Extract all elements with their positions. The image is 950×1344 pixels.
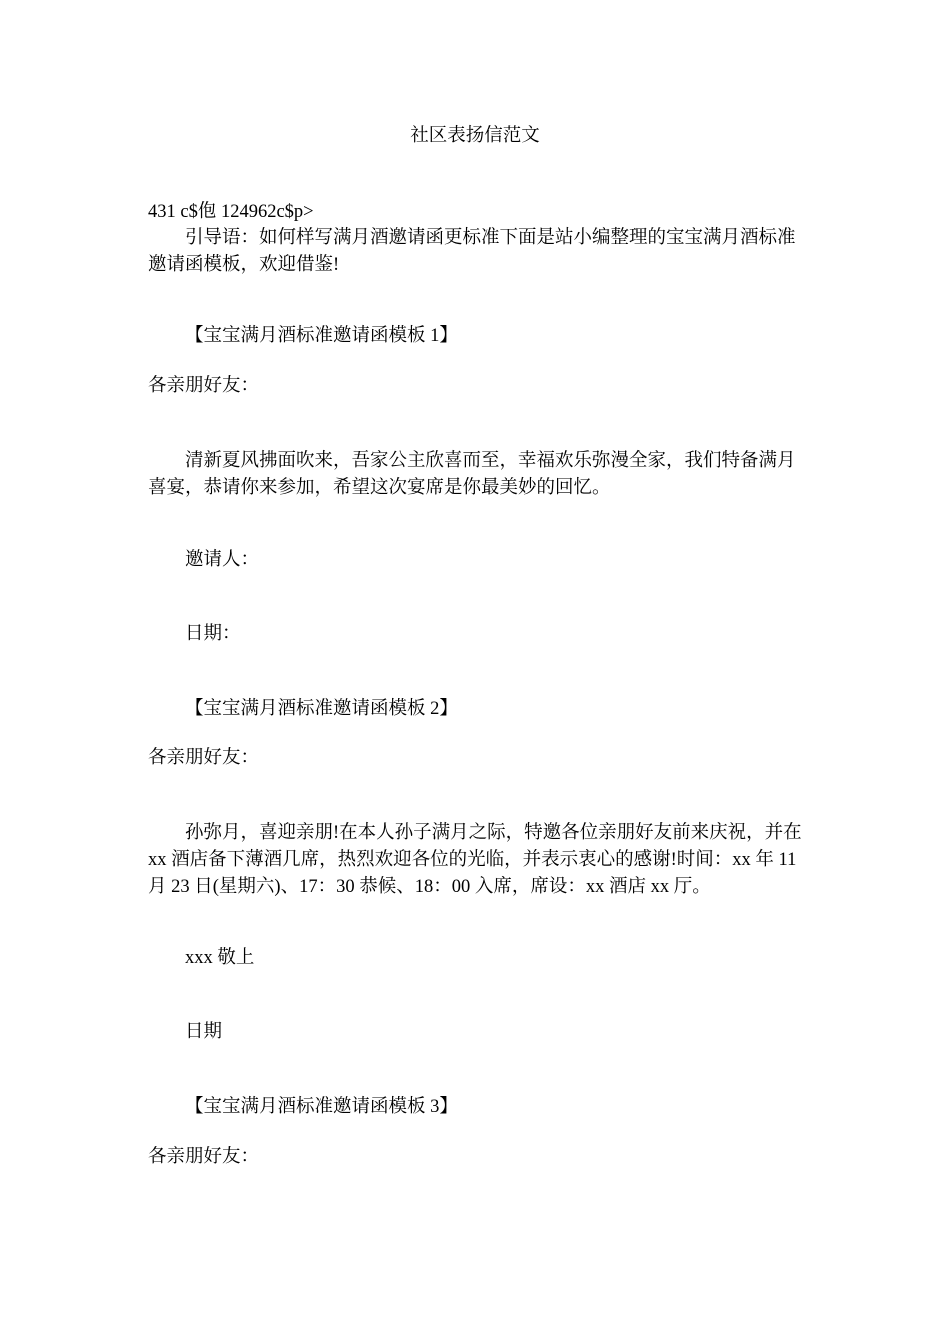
template-1-greeting: 各亲朋好友： [148, 376, 260, 396]
template-2-body: 孙弥月，喜迎亲朋!在本人孙子满月之际，特邀各位亲朋好友前来庆祝，并在 xx 酒店备下薄酒几席，热烈欢迎各位的光临，并表示衷心的感谢!时间：xx 年 11 月 23 日(星期六)、17：30 恭候、18：00 入席，席设：xx 酒店 xx 厅。 [148, 823, 802, 897]
template-1-body: 清新夏风拂面吹来，吾家公主欣喜而至，幸福欢乐弥漫全家，我们特备满月喜宴，恭请你来参加，希望这次宴席是你最美妙的回忆。 [148, 451, 796, 498]
template-2-date: 日期 [185, 1022, 223, 1042]
template-2-heading: 【宝宝满月酒标准邀请函模板 2】 [185, 699, 458, 719]
template-3-greeting: 各亲朋好友： [148, 1147, 260, 1167]
document-title: 社区表扬信范文 [410, 126, 540, 146]
template-2-signature: xxx 敬上 [185, 948, 255, 968]
template-1-heading: 【宝宝满月酒标准邀请函模板 1】 [185, 326, 458, 346]
template-2-greeting: 各亲朋好友： [148, 748, 260, 768]
intro-paragraph: 引导语：如何样写满月酒邀请函更标准下面是站小编整理的宝宝满月酒标准邀请函模板，欢迎借鉴! [148, 228, 796, 275]
template-3-heading: 【宝宝满月酒标准邀请函模板 3】 [185, 1097, 458, 1117]
template-1-date: 日期： [185, 624, 241, 644]
code-line: 431 c$佨 124962c$p> [148, 202, 314, 222]
template-1-inviter: 邀请人： [185, 550, 260, 570]
